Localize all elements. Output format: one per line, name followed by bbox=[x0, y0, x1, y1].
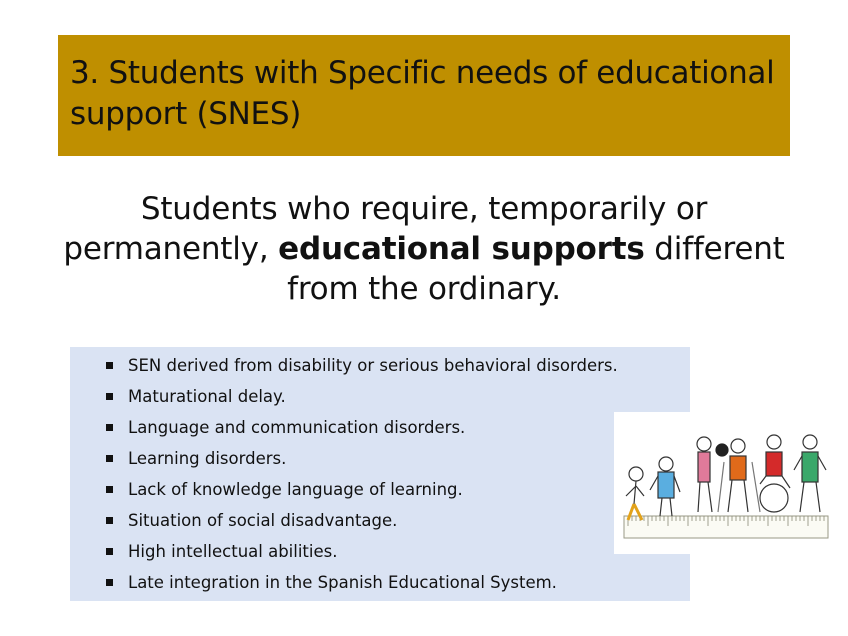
square-bullet-icon bbox=[106, 455, 113, 462]
child-figure-3 bbox=[697, 437, 728, 512]
list-item-text: Situation of social disadvantage. bbox=[128, 511, 398, 530]
children-diversity-illustration bbox=[614, 412, 840, 554]
list-item bbox=[70, 567, 690, 598]
square-bullet-icon bbox=[106, 548, 113, 555]
child-figure-2 bbox=[650, 457, 680, 516]
ruler-graphic bbox=[624, 516, 828, 538]
list-item bbox=[70, 536, 690, 567]
needs-list-box bbox=[70, 347, 690, 601]
child-figure-1 bbox=[626, 467, 644, 520]
list-item-text: SEN derived from disability or serious behavioral disorders. bbox=[128, 356, 618, 375]
lead-text-emphasis: educational supports bbox=[278, 231, 645, 267]
needs-list bbox=[70, 350, 690, 598]
square-bullet-icon bbox=[106, 579, 113, 586]
slide-title: 3. Students with Specific needs of educational support (SNES) bbox=[58, 35, 790, 156]
list-item bbox=[70, 350, 690, 381]
list-item-text: Language and communication disorders. bbox=[128, 418, 466, 437]
square-bullet-icon bbox=[106, 517, 113, 524]
list-item-text: Learning disorders. bbox=[128, 449, 287, 468]
list-item bbox=[70, 505, 690, 536]
child-figure-6 bbox=[794, 435, 826, 512]
list-item bbox=[70, 412, 690, 443]
square-bullet-icon bbox=[106, 486, 113, 493]
square-bullet-icon bbox=[106, 424, 113, 431]
lead-text-end: different from the ordinary. bbox=[287, 231, 785, 307]
list-item bbox=[70, 474, 690, 505]
list-item bbox=[70, 381, 690, 412]
square-bullet-icon bbox=[106, 393, 113, 400]
list-item-text: Late integration in the Spanish Educational System. bbox=[128, 573, 557, 592]
square-bullet-icon bbox=[106, 362, 113, 369]
child-figure-5 bbox=[760, 435, 790, 512]
list-item-text: Lack of knowledge language of learning. bbox=[128, 480, 463, 499]
lead-statement bbox=[40, 189, 808, 309]
list-item-text: High intellectual abilities. bbox=[128, 542, 338, 561]
lead-text-start: Students who require, temporarily or permanently, bbox=[63, 191, 708, 267]
list-item bbox=[70, 443, 690, 474]
list-item-text: Maturational delay. bbox=[128, 387, 286, 406]
